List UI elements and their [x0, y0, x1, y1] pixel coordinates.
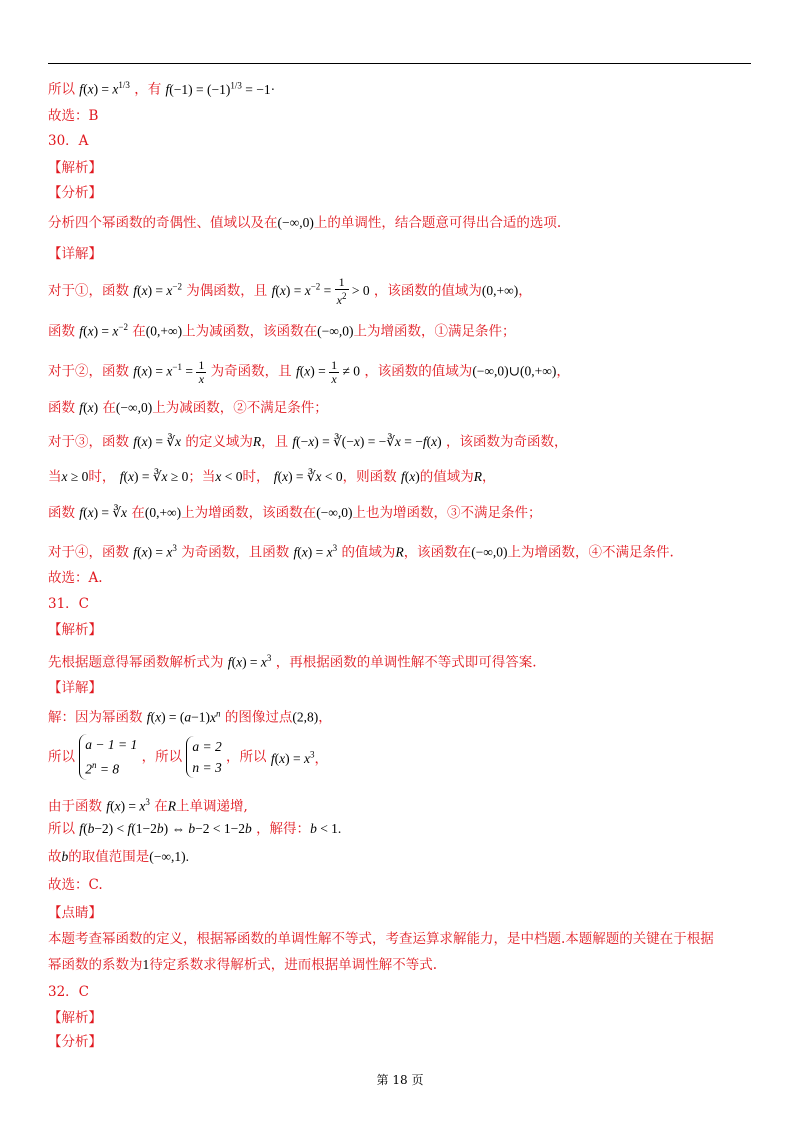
heading-jiexi-32: 【解析】 — [48, 1010, 102, 1026]
line-case1: 对于①，函数 $f(x) = x^{-2}$ 为偶函数，且 $f(x) = x^{-2}$ = $\frac{1}{x^2}$ > 0 ，该函数的值域为(0,+∞)， — [48, 275, 532, 307]
text: 上为增函数，该函数在 — [181, 505, 317, 521]
text: 解：因为幂函数 — [48, 709, 143, 726]
text: 幂函数的系数为 — [48, 957, 143, 973]
math: f — [79, 81, 84, 97]
text: 上为增函数，①满足条件； — [353, 323, 516, 340]
text: 所以 — [48, 81, 75, 98]
text: ，该函数在 — [403, 544, 472, 561]
line-case2: 对于②，函数 $f(x) = x^{-1}$ = $\frac{1}{x}$ 为奇函数，且 f(x) = $\frac{1}{x}$ ≠ 0 ，该函数的值域为(−∞,0)∪(0,+∞)， — [48, 357, 570, 386]
text: ，再根据函数的单调性解不等式即可得答案. — [275, 654, 537, 671]
text: 先根据题意得幂函数解析式为 — [48, 654, 224, 671]
math: f — [165, 81, 170, 97]
text: 上为减函数，该函数在 — [182, 323, 318, 340]
line-31-system: 所以 a − 1 = 1 $2^n = 8$ ，所以 a = 2 n = 3 ，所以 $f(x) = x^3$， — [48, 734, 328, 780]
text: 为偶函数，且 — [186, 283, 268, 299]
text: 的值域为 — [341, 544, 396, 561]
line-31-solve: 解：因为幂函数 $f(x) = (a-1)x^n$ 的图像过点(2,8)， — [48, 708, 332, 726]
line-case1b: 函数 $f(x) = x^{-2}$ 在(0,+∞)上为减函数，该函数在(−∞,0)上为增函数，①满足条件； — [48, 322, 516, 340]
text: ，且 — [261, 434, 289, 450]
line-1: 所以 $f(x) = x^{1/3}$ ，有 $f(-1) = (-1)^{1/3} = -1\cdot$ — [48, 80, 276, 98]
text: ，有 — [134, 81, 162, 98]
text: 的取值范围是 — [68, 849, 150, 865]
text: 函数 — [48, 400, 75, 416]
answer-31: 故选：C. — [48, 877, 103, 893]
text: 上也为增函数，③不满足条件； — [352, 505, 542, 521]
line-31-ineq: 所以 f(b−2) < f(1−2b) ⇔ b−2 < 1−2b ，解得：b < 1. — [48, 821, 342, 837]
text: 对于④，函数 — [48, 544, 129, 561]
line-31-range: 故b的取值范围是(−∞,1). — [48, 849, 189, 865]
text: 当 — [48, 469, 62, 485]
text: ，所以 — [141, 748, 183, 765]
answer-29: 故选：B — [48, 108, 99, 124]
page-number: 第 18 页 — [376, 1073, 424, 1087]
text: ，解得： — [256, 821, 311, 837]
text: ，该函数的值域为 — [364, 363, 473, 380]
answer-30: 故选：A. — [48, 570, 103, 586]
heading-fenxi: 【分析】 — [48, 185, 102, 201]
text: 对于②，函数 — [48, 363, 129, 380]
text: ；当 — [188, 469, 216, 485]
heading-jiexi-31: 【解析】 — [48, 622, 102, 638]
text: 分析四个幂函数的奇偶性、值域以及在 — [48, 215, 278, 231]
text: 函数 — [48, 323, 75, 340]
line-31-mono: 由于函数 $f(x) = x^3$ 在R上单调递增, — [48, 797, 248, 815]
line-case4: 对于④，函数 $f(x) = x^3$ 为奇函数，且函数 $f(x) = x^3$ 的值域为R，该函数在(−∞,0)上为增函数，④不满足条件. — [48, 543, 674, 561]
text: 对于③，函数 — [48, 434, 129, 450]
text: 在 — [132, 323, 146, 340]
header-rule — [48, 63, 751, 64]
text: 所以 — [48, 748, 75, 765]
line-31-comment: 本题考查幂函数的定义，根据幂函数的单调性解不等式，考查运算求解能力，是中档题.本题解题的关键在于根据 — [48, 931, 714, 947]
text: 为奇函数，且函数 — [181, 544, 290, 561]
text: 时， — [88, 469, 116, 485]
text: 待定系数求得解析式，进而根据单调性解不等式. — [149, 957, 438, 973]
text: 函数 — [48, 505, 75, 521]
line-case2b: 函数 f(x) 在(−∞,0)上为减函数，②不满足条件； — [48, 400, 328, 416]
heading-dianjing: 【点睛】 — [48, 905, 102, 921]
heading-xiangjie: 【详解】 — [48, 246, 102, 262]
text: 的图像过点 — [224, 709, 293, 726]
text: 对于①，函数 — [48, 283, 129, 299]
text: ，所以 — [226, 748, 267, 765]
line-analysis: 分析四个幂函数的奇偶性、值域以及在(−∞,0)上的单调性，结合题意可得出合适的选项. — [48, 215, 562, 231]
text: 的定义域为 — [185, 434, 253, 450]
text: ，则函数 — [342, 469, 397, 485]
text: 在 — [102, 400, 116, 416]
text: 在 — [154, 798, 168, 815]
text: 时， — [242, 469, 270, 485]
text: 故 — [48, 849, 62, 865]
heading-xiangjie-31: 【详解】 — [48, 680, 102, 696]
heading-fenxi-32: 【分析】 — [48, 1034, 102, 1050]
text: ，该函数为奇函数， — [445, 434, 568, 450]
text: 的值域为 — [419, 469, 474, 485]
question-31: 31．C — [48, 596, 90, 612]
text: 由于函数 — [48, 798, 102, 815]
text: 上为增函数，④不满足条件. — [507, 544, 674, 561]
line-case3: 对于③，函数 f(x) = ∛x 的定义域为R，且 f(−x) = ∛(−x) = −∛x = −f(x) ，该函数为奇函数， — [48, 434, 568, 450]
text: 上单调递增, — [175, 798, 248, 815]
heading-jiexi: 【解析】 — [48, 160, 102, 176]
question-30: 30．A — [48, 133, 89, 149]
text: 上为减函数，②不满足条件； — [152, 400, 328, 416]
line-31-comment-2: 幂函数的系数为1待定系数求得解析式，进而根据单调性解不等式. — [48, 957, 438, 973]
line-case3b: 当x ≥ 0时， f(x) = ∛x ≥ 0；当x < 0时， f(x) = ∛x < 0，则函数 f(x)的值域为R， — [48, 469, 496, 485]
question-32: 32．C — [48, 984, 90, 1000]
text: 为奇函数，且 — [210, 363, 292, 380]
text: 上的单调性，结合题意可得出合适的选项. — [313, 215, 562, 231]
text: 在 — [131, 505, 145, 521]
line-case3c: 函数 f(x) = ∛x 在(0,+∞)上为增函数，该函数在(−∞,0)上也为增函数，③不满足条件； — [48, 505, 542, 521]
text: 所以 — [48, 821, 75, 837]
text: ，该函数的值域为 — [373, 283, 482, 299]
line-31-analysis: 先根据题意得幂函数解析式为 $f(x) = x^3$ ，再根据函数的单调性解不等式即可得答案. — [48, 653, 537, 671]
